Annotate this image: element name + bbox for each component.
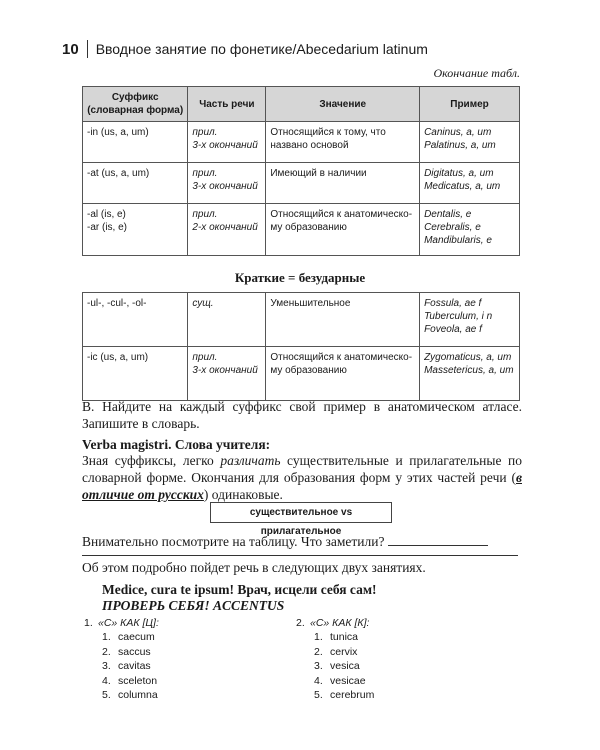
verba-text-part: ) одинаковые. bbox=[203, 487, 283, 502]
item-number: 3. bbox=[314, 660, 323, 672]
list-item bbox=[314, 674, 374, 689]
header-part-of-speech: Часть речи bbox=[188, 87, 266, 122]
cell-example: Fossula, ae f Tuberculum, i n Foveola, ae f bbox=[420, 293, 520, 347]
section-subtitle: Краткие = безударные bbox=[234, 270, 366, 285]
cell-suffix: -in (us, a, um) bbox=[83, 122, 188, 163]
item-word: tunica bbox=[330, 631, 359, 643]
running-title: Вводное занятие по фонетике/Abecedarium latinum bbox=[95, 41, 428, 57]
table-row bbox=[83, 122, 520, 163]
group-heading bbox=[84, 616, 159, 630]
cell-example: Caninus, a, um Palatinus, a, um bbox=[420, 122, 520, 163]
item-word: vesica bbox=[330, 660, 360, 672]
table-header-row bbox=[83, 87, 520, 122]
noun-vs-adjective-box: существительное vs прилагательное bbox=[210, 502, 392, 523]
item-word: sceleton bbox=[118, 674, 158, 687]
cell-meaning: Относящийся к анатомическо- му образованию bbox=[266, 347, 420, 401]
exercise-group-1 bbox=[84, 616, 159, 703]
verba-text-part: существительные и прилагательные по словарной форме. Окончания для образования форм у этих частей речи ( bbox=[82, 453, 522, 485]
list-item bbox=[102, 645, 159, 660]
table-row bbox=[83, 204, 520, 256]
item-number: 1. bbox=[314, 631, 323, 643]
cell-part-of-speech: прил. 2-х окончаний bbox=[188, 204, 266, 256]
item-number: 2. bbox=[314, 645, 323, 658]
cell-suffix: -al (is, e) -ar (is, e) bbox=[83, 204, 188, 256]
cell-part-of-speech: сущ. bbox=[188, 293, 266, 347]
item-word: saccus bbox=[118, 645, 151, 658]
group-number: 1. bbox=[84, 617, 93, 629]
list-item bbox=[102, 674, 159, 689]
item-word: columna bbox=[118, 689, 158, 701]
item-word: caecum bbox=[118, 631, 155, 643]
verba-text-part: Зная суффиксы, легко bbox=[82, 453, 221, 468]
list-item bbox=[102, 659, 159, 674]
group-heading bbox=[296, 616, 374, 630]
table-continuation-note: Окончание табл. bbox=[433, 66, 520, 80]
self-check-heading: ПРОВЕРЬ СЕБЯ! ACCENTUS bbox=[102, 598, 285, 613]
cell-suffix: -ic (us, a, um) bbox=[83, 347, 188, 401]
header-example: Пример bbox=[420, 87, 520, 122]
cell-part-of-speech: прил. 3-х окончаний bbox=[188, 347, 266, 401]
verba-magistri-heading: Verba magistri. Слова учителя: bbox=[82, 437, 271, 452]
list-item bbox=[102, 630, 159, 645]
verba-emphasis: различать bbox=[220, 453, 281, 468]
cell-meaning: Имеющий в наличии bbox=[266, 163, 420, 204]
group-title: «С» КАК [К]: bbox=[310, 617, 370, 629]
cell-meaning: Относящийся к анатомическо- му образованию bbox=[266, 204, 420, 256]
list-item bbox=[314, 645, 374, 660]
list-item bbox=[314, 688, 374, 703]
header-suffix: Суффикс (словарная форма) bbox=[83, 87, 188, 122]
cell-suffix: -ul-, -cul-, -ol- bbox=[83, 293, 188, 347]
list-item bbox=[314, 659, 374, 674]
item-number: 4. bbox=[314, 674, 323, 687]
cell-part-of-speech: прил. 3-х окончаний bbox=[188, 163, 266, 204]
cell-example: Dentalis, e Cerebralis, e Mandibularis, e bbox=[420, 204, 520, 256]
item-number: 1. bbox=[102, 631, 111, 643]
cell-meaning: Уменьшительное bbox=[266, 293, 420, 347]
item-number: 3. bbox=[102, 660, 111, 672]
group-number: 2. bbox=[296, 617, 305, 629]
cell-example: Digitatus, a, um Medicatus, a, um bbox=[420, 163, 520, 204]
item-number: 4. bbox=[102, 674, 111, 687]
page-header bbox=[62, 40, 428, 58]
exercise-group-2 bbox=[296, 616, 374, 703]
cell-example: Zygomaticus, a, um Massetericus, a, um bbox=[420, 347, 520, 401]
suffix-table bbox=[82, 86, 520, 256]
short-suffix-table bbox=[82, 292, 520, 401]
item-word: vesicae bbox=[330, 674, 366, 687]
page-number: 10 bbox=[62, 40, 79, 58]
note-text: Об этом подробно пойдет речь в следующих двух занятиях. bbox=[82, 560, 426, 575]
cell-part-of-speech: прил. 3-х окончаний bbox=[188, 122, 266, 163]
item-word: cervix bbox=[330, 645, 358, 658]
item-number: 5. bbox=[102, 689, 111, 701]
group-title: «С» КАК [Ц]: bbox=[98, 617, 159, 629]
question-label: Внимательно посмотрите на таблицу. Что заметили? bbox=[82, 534, 385, 549]
verba-magistri-text bbox=[82, 452, 522, 503]
answer-line[interactable] bbox=[82, 555, 518, 556]
answer-blank[interactable] bbox=[388, 533, 488, 546]
cell-meaning: Относящийся к тому, что названо основой bbox=[266, 122, 420, 163]
header-divider bbox=[87, 40, 88, 58]
list-item bbox=[102, 688, 159, 703]
table-row bbox=[83, 163, 520, 204]
item-word: cerebrum bbox=[330, 689, 375, 701]
cell-suffix: -at (us, a, um) bbox=[83, 163, 188, 204]
item-number: 2. bbox=[102, 645, 111, 658]
item-number: 5. bbox=[314, 689, 323, 701]
header-meaning: Значение bbox=[266, 87, 420, 122]
verba-emphasis: в отличие от русских bbox=[82, 470, 522, 502]
item-word: cavitas bbox=[118, 660, 151, 672]
medice-heading: Medice, cura te ipsum! Врач, исцели себя сам! bbox=[102, 582, 377, 597]
list-item bbox=[314, 630, 374, 645]
task-b-text: B. Найдите на каждый суффикс свой пример в анатомическом атласе. Запишите в словарь. bbox=[82, 399, 522, 431]
table-row bbox=[83, 293, 520, 347]
table-row bbox=[83, 347, 520, 401]
question-text bbox=[82, 533, 522, 550]
